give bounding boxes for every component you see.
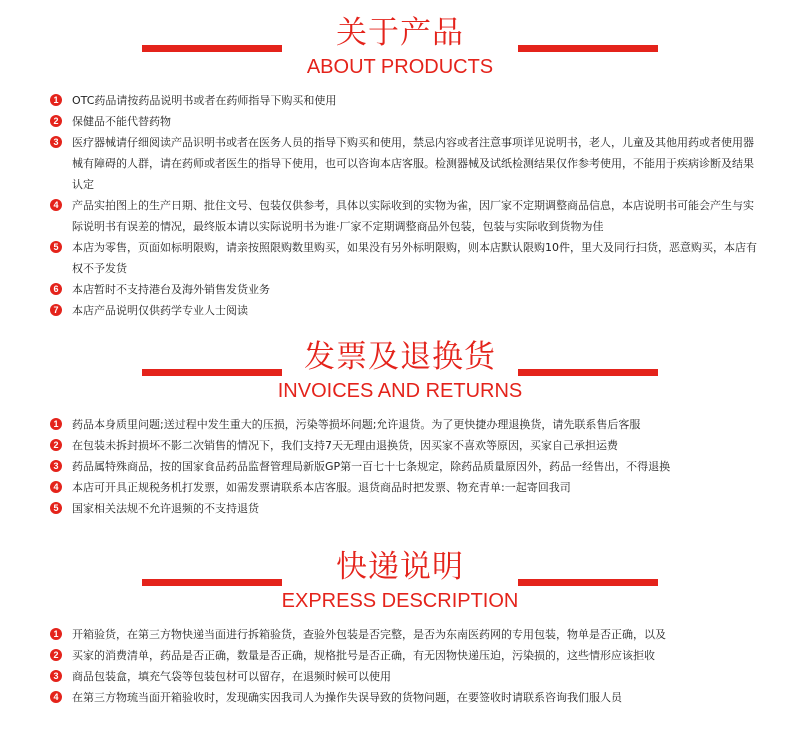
list-item (50, 414, 762, 435)
number-badge: 2 (50, 649, 62, 661)
item-text: 在包装未拆封损坏不影二次销售的情况下，我们支持7天无理由退换货，因买家不喜欢等原因，买家自己承担运费 (72, 439, 618, 452)
list-item (50, 666, 762, 687)
item-text: 在第三方物琉当面开箱验收时，发现确实因我司人为操作失误导致的货物问题，在要签收时请联系咨询我们服人员 (72, 691, 622, 704)
list-item (50, 111, 762, 132)
list-item (50, 132, 762, 195)
number-badge: 1 (50, 94, 62, 106)
section-title-cn: 快递说明 (336, 549, 464, 585)
section-title-en: EXPRESS DESCRIPTION (281, 590, 519, 612)
number-badge: 5 (50, 502, 62, 514)
list-item (50, 498, 762, 519)
list-item (50, 195, 762, 237)
section-header (0, 14, 800, 84)
express-description-list (50, 624, 762, 708)
section-title-en: INVOICES AND RETURNS (277, 380, 523, 402)
item-text: 本店暂时不支持港台及海外销售发货业务 (72, 283, 270, 296)
number-badge: 2 (50, 439, 62, 451)
item-text: 保健品不能代替药物 (72, 115, 171, 128)
list-item (50, 624, 762, 645)
item-text: 本店为零售，页面如标明限购，请亲按照限购数里购买，如果没有另外标明限购，则本店默认限购10件，里大及同行扫货，恶意购买，本店有权不予发货 (72, 241, 757, 275)
list-item (50, 456, 762, 477)
item-text: 药品本身质里问题;送过程中发生重大的压损，污染等损坏问题;允许退货。为了更快捷办理退换货，请先联系售后客服 (72, 418, 641, 431)
item-text: 开箱验货，在第三方物快递当面进行拆箱验货，查验外包装是否完整，是否为东南医药网的专用包装，物单是否正确，以及 (72, 628, 666, 641)
list-item (50, 435, 762, 456)
section-title-en: ABOUT PRODUCTS (306, 56, 494, 78)
section-title-cn: 发票及退换货 (304, 339, 496, 375)
list-item (50, 90, 762, 111)
number-badge: 4 (50, 199, 62, 211)
number-badge: 5 (50, 241, 62, 253)
list-item (50, 300, 762, 321)
number-badge: 7 (50, 304, 62, 316)
item-text: 本店产品说明仅供药学专业人士阅读 (72, 304, 248, 317)
number-badge: 3 (50, 670, 62, 682)
number-badge: 3 (50, 136, 62, 148)
item-text: 商品包装盒，填充气袋等包装包材可以留存，在退频时候可以使用 (72, 670, 391, 683)
item-text: 产品实拍图上的生产日期、批住文号、包装仅供参考，具体以实际收到的实物为雀，因厂家不定期调整商品信息，本店说明书可能会产生与实际说明书有误差的情况，最终版本请以实际说明书为谁·厂家不定期调整商品外包装，包装与实际收到货物为佳 (72, 199, 754, 233)
item-text: 药品属特殊商品，按的国家食品药品监督管理局新版GP第一百七十七条规定，除药品质量原因外，药品一经售出，不得退换 (72, 460, 671, 473)
list-item (50, 237, 762, 279)
number-badge: 4 (50, 691, 62, 703)
number-badge: 2 (50, 115, 62, 127)
number-badge: 1 (50, 628, 62, 640)
list-item (50, 645, 762, 666)
item-text: 国家相关法规不允许退频的不支持退货 (72, 502, 259, 515)
invoices-returns-list (50, 414, 762, 519)
number-badge: 4 (50, 481, 62, 493)
section-title-cn: 关于产品 (336, 15, 464, 51)
number-badge: 3 (50, 460, 62, 472)
section-express-description (0, 548, 800, 618)
section-header (0, 338, 800, 408)
section-header (0, 548, 800, 618)
about-products-list (50, 90, 762, 321)
list-item (50, 477, 762, 498)
number-badge: 6 (50, 283, 62, 295)
section-invoices-returns (0, 338, 800, 408)
item-text: 医疗器械请仔细阅读产品识明书或者在医务人员的指导下购买和使用，禁忌内容或者注意事项详见说明书，老人，儿童及其他用药或者使用器械有障碍的人群，请在药师或者医生的指导下使用，也可以咨询本店客服。检测器械及试纸检测结果仅作参考使用，不能用于疾病诊断及结果认定 (72, 136, 754, 191)
list-item (50, 687, 762, 708)
section-about-products (0, 14, 800, 84)
list-item (50, 279, 762, 300)
item-text: 买家的消费清单，药品是否正确，数量是否正确，规格批号是否正确，有无因物快递压迫，污染损的，这些情形应该拒收 (72, 649, 655, 662)
number-badge: 1 (50, 418, 62, 430)
item-text: OTC药品请按药品说明书或者在药师指导下购买和使用 (72, 94, 337, 107)
item-text: 本店可开具正规税务机打发票，如需发票请联系本店客服。退货商品时把发票、物充青单:一起寄回我司 (72, 481, 571, 494)
